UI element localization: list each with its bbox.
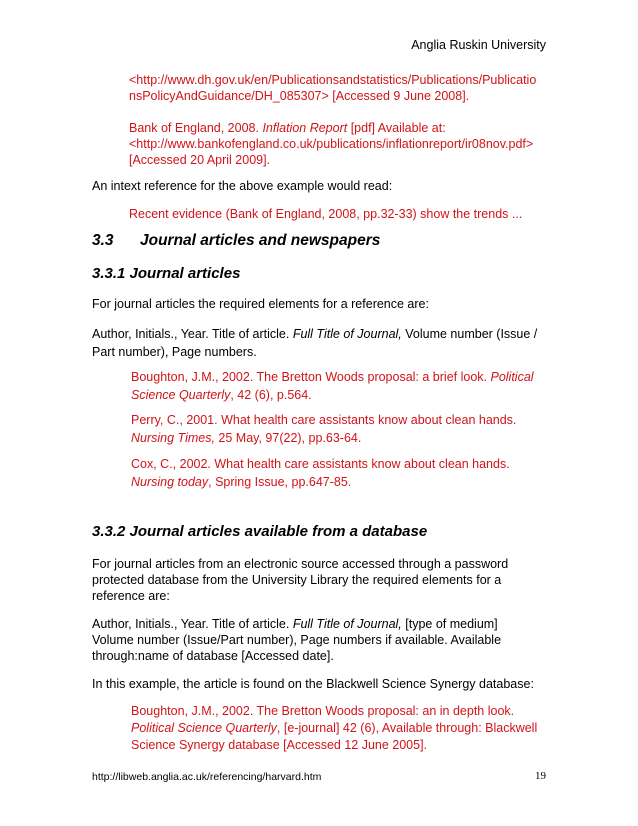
reference-perry: [131, 411, 551, 447]
db-intro-line3: reference are:: [92, 589, 170, 603]
footer-url: http://libweb.anglia.ac.uk/referencing/harvard.htm: [92, 771, 322, 783]
cox-suffix: , Spring Issue, pp.647-85.: [208, 475, 352, 489]
boughton-italic2: Science Quarterly: [131, 388, 231, 402]
boe-suffix: [pdf] Available at:: [347, 121, 446, 135]
cox-italic: Nursing today: [131, 475, 209, 489]
section-number: 3.3: [92, 232, 114, 249]
journal-intro: For journal articles the required elements for a reference are:: [92, 297, 429, 311]
db-format-italic: Full Title of Journal,: [292, 617, 402, 631]
db-intro: [92, 556, 552, 604]
journal-format-italic: Full Title of Journal,: [292, 327, 402, 341]
boe-prefix: Bank of England, 2008.: [129, 121, 263, 135]
db-format-line2: Volume number (Issue/Part number), Page numbers if available. Available: [92, 633, 502, 647]
section-heading-3-3-2: 3.3.2 Journal articles available from a database: [92, 523, 428, 540]
boughton-db-italic: Political Science Quarterly: [131, 721, 277, 735]
boe-title: Inflation Report: [262, 121, 348, 135]
perry-italic: Nursing Times,: [131, 431, 215, 445]
db-intro-line1: For journal articles from an electronic source accessed through a password: [92, 557, 509, 571]
journal-format-prefix: Author, Initials., Year. Title of article.: [92, 327, 293, 341]
cox-line1: Cox, C., 2002. What health care assistants know about clean hands.: [131, 457, 510, 471]
db-intro-line2: protected database from the University Library the required elements for a: [92, 573, 502, 587]
boughton-italic1: Political: [490, 370, 534, 384]
boughton-db-line1: Boughton, J.M., 2002. The Bretton Woods proposal: an in depth look.: [131, 704, 515, 718]
intext-intro: An intext reference for the above example would read:: [92, 179, 393, 193]
reference-dh: [129, 72, 549, 104]
boughton-prefix: Boughton, J.M., 2002. The Bretton Woods proposal: a brief look.: [131, 370, 491, 384]
db-format-line3: through:name of database [Accessed date].: [92, 649, 334, 663]
reference-cox: [131, 455, 551, 491]
journal-format-line2: Part number), Page numbers.: [92, 345, 257, 359]
page-header-institution: Anglia Ruskin University: [411, 38, 546, 52]
section-title: Journal articles and newspapers: [140, 232, 381, 249]
journal-format: [92, 325, 552, 361]
db-format-prefix: Author, Initials., Year. Title of article.: [92, 617, 293, 631]
boe-accessed: [Accessed 20 April 2009].: [129, 153, 271, 167]
reference-bank-of-england: [129, 120, 549, 168]
reference-dh-line2: nsPolicyAndGuidance/DH_085307> [Accessed 9 June 2008].: [129, 89, 470, 103]
db-format: [92, 616, 552, 664]
boughton-suffix: , 42 (6), p.564.: [230, 388, 312, 402]
section-heading-3-3-1: 3.3.1 Journal articles: [92, 265, 241, 282]
intext-example: Recent evidence (Bank of England, 2008, pp.32-33) show the trends ...: [129, 207, 523, 221]
boe-url: <http://www.bankofengland.co.uk/publications/inflationreport/ir08nov.pdf>: [129, 137, 534, 151]
journal-format-suffix: Volume number (Issue /: [401, 327, 538, 341]
section-heading-3-3: [92, 233, 562, 249]
page-number: 19: [535, 770, 546, 782]
db-example-intro: In this example, the article is found on the Blackwell Science Synergy database:: [92, 677, 534, 691]
boughton-db-suffix: , [e-journal] 42 (6), Available through: Blackwell: [276, 721, 538, 735]
db-format-suffix: [type of medium]: [401, 617, 498, 631]
reference-boughton: [131, 368, 551, 404]
reference-dh-line1: <http://www.dh.gov.uk/en/Publicationsandstatistics/Publications/Publicatio: [129, 73, 537, 87]
perry-line1: Perry, C., 2001. What health care assistants know about clean hands.: [131, 413, 517, 427]
perry-suffix: 25 May, 97(22), pp.63-64.: [214, 431, 362, 445]
boughton-db-line3: Science Synergy database [Accessed 12 June 2005].: [131, 738, 428, 752]
reference-boughton-db: [131, 703, 551, 754]
